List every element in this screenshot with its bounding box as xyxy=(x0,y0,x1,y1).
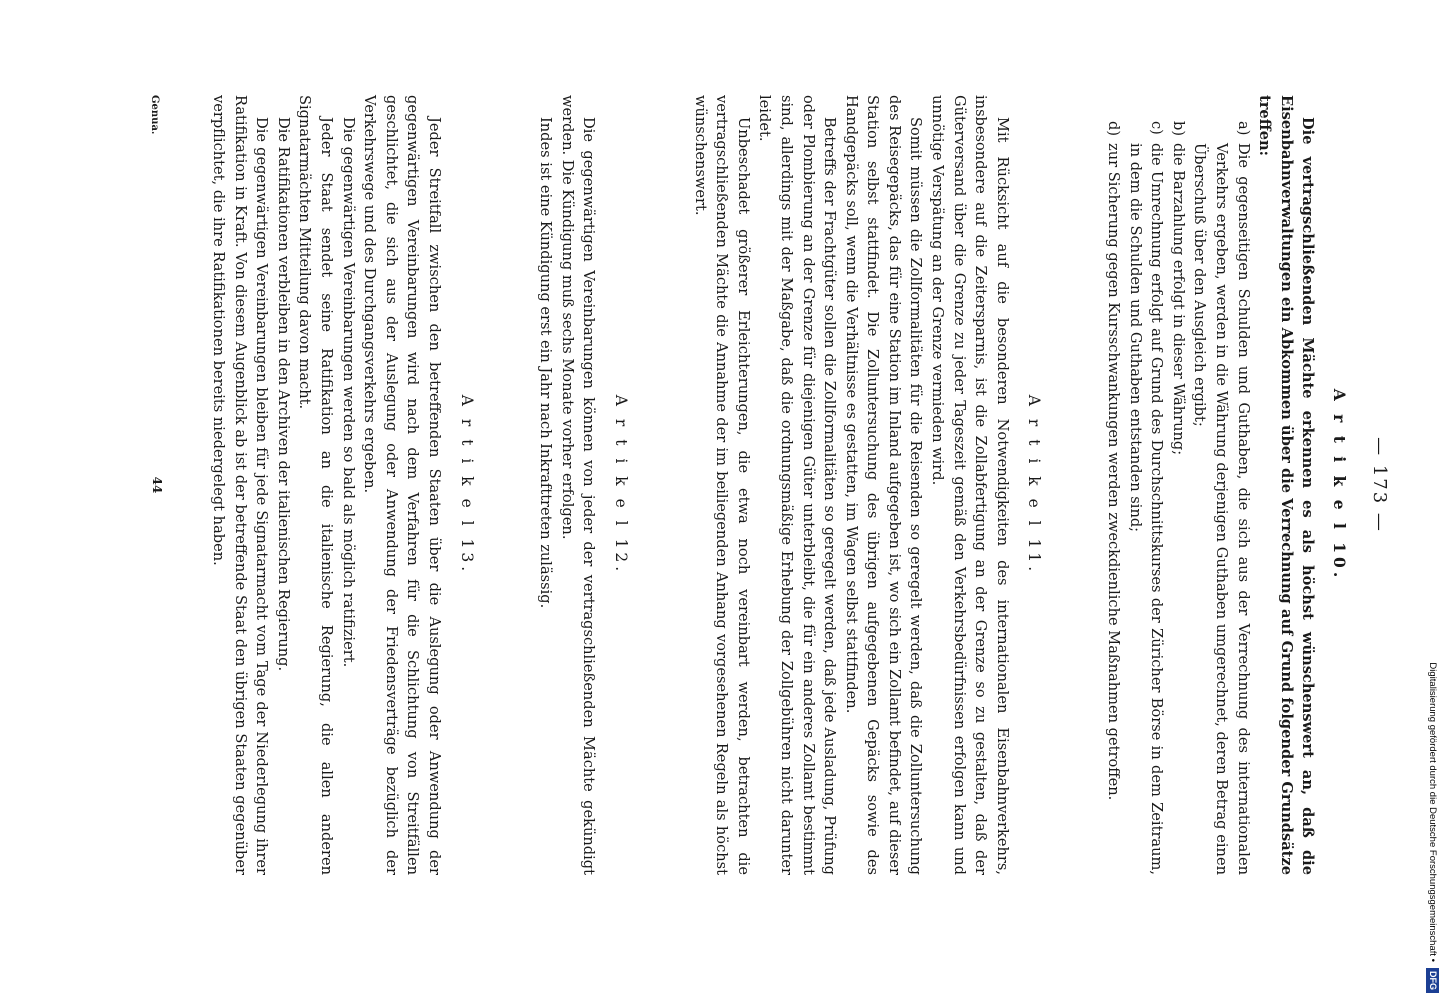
article-heading: A r t i k e l 12. xyxy=(611,394,630,576)
article-heading: A r t i k e l 11. xyxy=(1025,394,1044,576)
list-item-text: Die gegenseitigen Schulden und Guthaben, die sich aus der Verrechnung des internationalen Verkehrs ergeben, werden in die Währung derjenigen Guthaben umgerechnet, deren Betrag einen Überschuß über den Ausgleich ergibt; xyxy=(1191,143,1252,875)
list-item-text: zur Sicherung gegen Kursschwankungen werden zweckdienliche Maßnahmen getroffen. xyxy=(1105,143,1123,801)
article-paragraph: Indes ist eine Kündigung erst ein Jahr nach Inkrafttreten zulässig. xyxy=(537,117,555,609)
dfg-logo: DFG xyxy=(1427,968,1440,993)
document-page xyxy=(100,95,1390,875)
list-marker: a) xyxy=(1234,121,1252,136)
footer-label: Genua. xyxy=(149,95,160,135)
article-12 xyxy=(535,95,631,875)
list-item xyxy=(1102,121,1124,875)
article-paragraph: Jeder Streitfall zwischen den betreffenden Staaten über die Auslegung oder Anwendung der gegenwärtigen Vereinbarungen wird nach dem Verfahren für die Schlichtung von Streitfällen geschlichtet, die sich aus der Auslegung oder Anwendung der Friedensverträge bezüglich der Verkehrswege und des Durchgangsverkehrs ergeben. xyxy=(361,95,443,875)
page-footer xyxy=(135,95,165,875)
list-item xyxy=(1124,121,1167,875)
list-item xyxy=(1167,121,1189,875)
article-paragraph: Unbeschadet größerer Erleichterungen, die etwa noch vereinbart werden, betrachten die vertragschließenden Mächte die Annahme der im beiliegenden Anhang vorgesehenen Regeln als höchst wünschenswert. xyxy=(691,95,752,875)
article-heading: A r t i k e l 13. xyxy=(457,394,476,576)
list-marker: c) xyxy=(1148,121,1166,135)
page-number: — 173 — xyxy=(1369,437,1390,533)
list-item-text: die Barzahlung erfolgt in dieser Währung; xyxy=(1169,143,1187,456)
article-paragraph: Die gegenwärtigen Vereinbarungen können von jeder der vertragschließenden Mächte gekündigt werden. Die Kündigung muß sechs Monate vorher erfolgen. xyxy=(558,95,598,875)
article-heading: A r t i k e l 10. xyxy=(1330,388,1349,582)
article-paragraph: Betreffs der Frachtgüter sollen die Zollformalitäten so geregelt werden, daß jede Ausladung, Prüfung oder Plombierung an der Grenze für diejenigen Güter unterbleibt, die für ein anderes Zollamt bestimmt sind, allerdings mit der Maßgabe, daß die ordnungsmäßige Erhebung der Zollgebühren nicht darunter leidet. xyxy=(756,95,839,875)
list-marker: d) xyxy=(1105,121,1123,137)
list-item xyxy=(1189,121,1254,875)
article-10 xyxy=(1102,95,1350,875)
list-marker: b) xyxy=(1169,121,1187,137)
article-paragraph: Somit müssen die Zollformalitäten für die Reisenden so geregelt werden, daß die Zolluntersuchung des Reisegepäcks, das für eine Station im Inland aufgegeben ist, wo sich ein Zollamt befindet, auf dieser Station selbst stattfindet. Die Zolluntersuchung des übrigen aufgegebenen Gepäcks sowie des Handgepäcks soll, wenn die Verhältnisse es gestatten, im Wagen selbst stattfinden. xyxy=(842,95,925,875)
article-11 xyxy=(689,95,1045,875)
list-item-text: die Umrechnung erfolgt auf Grund des Durchschnittskurses der Züricher Börse in dem Zeitraum, in dem die Schulden und Guthaben entstanden sind; xyxy=(1126,143,1166,875)
article-paragraph: Die gegenwärtigen Vereinbarungen bleiben für jede Signatarmacht vom Tage der Niederlegung ihrer Ratifikation in Kraft. Von diesem Augenblick ab ist der betreffende Staat den übrigen Staaten gegenüber verpflichtet, die ihre Ratifikationen bereits niedergelegt haben. xyxy=(210,95,271,875)
article-paragraph: Die vertragschließenden Mächte erkennen es als höchst wünschenswert an, daß die Eisenbahnverwaltungen ein Abkommen über die Verrechnung auf Grund folgender Grundsätze treffen: xyxy=(1256,95,1317,875)
article-paragraph: Mit Rücksicht auf die besonderen Notwendigkeiten des internationalen Eisenbahnverkehrs, insbesondere auf die Zeitersparnis, ist die Zollabfertigung an der Grenze so zu gestalten, daß der Güterversand über die Grenze zu jeder Tageszeit gemäß den Verkehrsbedürfnissen erfolgen kann und unnötige Verspätung an der Grenze vermieden wird. xyxy=(929,95,1011,875)
digitization-credit xyxy=(1423,8,1443,993)
article-paragraph: Jeder Staat sendet seine Ratifikation an die italienische Regierung, die allen anderen Signatarmächten Mitteilung davon macht. xyxy=(296,95,336,875)
credit-text: Digitalisierung gefördert durch die Deutsche Forschungsgemeinschaft • xyxy=(1427,662,1439,962)
article-paragraph: Die Ratifikationen verbleiben in den Archiven der italienischen Regierung. xyxy=(274,117,292,672)
article-paragraph: Die gegenwärtigen Vereinbarungen werden so bald als möglich ratifiziert. xyxy=(339,117,357,668)
article-13 xyxy=(207,95,476,875)
signature-mark: 44 xyxy=(150,476,164,494)
